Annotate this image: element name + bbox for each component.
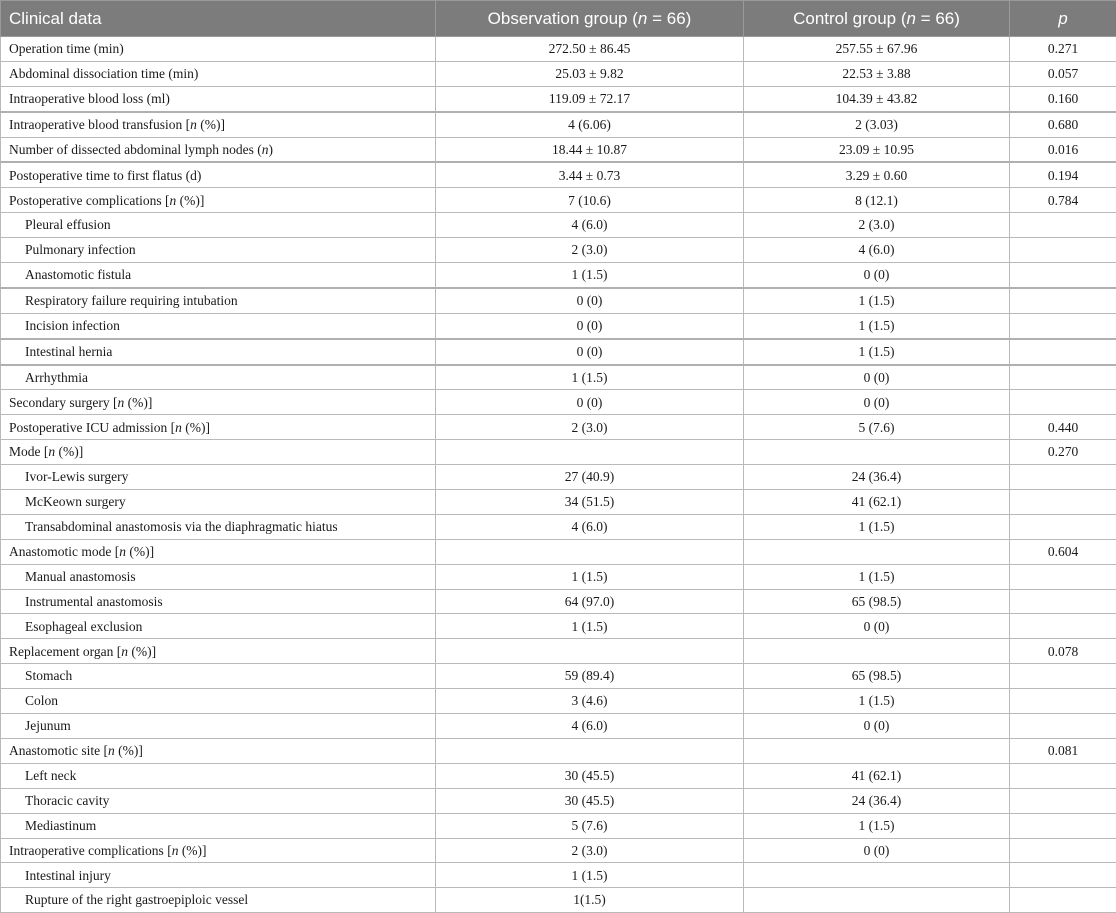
table-row [1, 288, 1116, 313]
table-row [1, 714, 1116, 739]
row-label: Intestinal hernia [1, 339, 436, 365]
control-value: 2 (3.0) [744, 213, 1010, 238]
observation-value: 5 (7.6) [436, 813, 744, 838]
control-value [744, 738, 1010, 763]
observation-value: 2 (3.0) [436, 238, 744, 263]
table-row [1, 137, 1116, 162]
p-value: 0.194 [1010, 162, 1116, 187]
p-value [1010, 614, 1116, 639]
p-value [1010, 564, 1116, 589]
row-label: Operation time (min) [1, 37, 436, 62]
observation-value: 1(1.5) [436, 888, 744, 913]
p-value: 0.440 [1010, 415, 1116, 440]
table-row [1, 514, 1116, 539]
p-value [1010, 213, 1116, 238]
table-row [1, 813, 1116, 838]
observation-value: 0 (0) [436, 313, 744, 338]
p-value [1010, 763, 1116, 788]
control-value: 1 (1.5) [744, 564, 1010, 589]
observation-value: 3 (4.6) [436, 689, 744, 714]
header-observation-group [436, 1, 744, 37]
row-label: Number of dissected abdominal lymph nodes (n) [1, 137, 436, 162]
row-label: Intraoperative blood transfusion [n (%)] [1, 112, 436, 137]
control-value: 0 (0) [744, 838, 1010, 863]
p-value: 0.057 [1010, 61, 1116, 86]
row-label: Esophageal exclusion [1, 614, 436, 639]
observation-value: 30 (45.5) [436, 763, 744, 788]
row-label: Transabdominal anastomosis via the diaphragmatic hiatus [1, 514, 436, 539]
observation-value: 1 (1.5) [436, 365, 744, 390]
observation-value: 1 (1.5) [436, 614, 744, 639]
control-value: 1 (1.5) [744, 313, 1010, 338]
table-row [1, 539, 1116, 564]
control-value: 24 (36.4) [744, 788, 1010, 813]
p-value [1010, 490, 1116, 515]
control-value: 0 (0) [744, 263, 1010, 288]
control-value: 24 (36.4) [744, 465, 1010, 490]
p-value: 0.271 [1010, 37, 1116, 62]
p-value: 0.078 [1010, 639, 1116, 664]
table-row [1, 61, 1116, 86]
control-value: 1 (1.5) [744, 813, 1010, 838]
table-row [1, 738, 1116, 763]
row-label: Left neck [1, 763, 436, 788]
observation-value: 27 (40.9) [436, 465, 744, 490]
control-value: 65 (98.5) [744, 589, 1010, 614]
p-value: 0.081 [1010, 738, 1116, 763]
control-value: 41 (62.1) [744, 490, 1010, 515]
row-label: Jejunum [1, 714, 436, 739]
p-value [1010, 365, 1116, 390]
header-observation-suffix: = 66) [647, 9, 691, 28]
p-value [1010, 288, 1116, 313]
p-value [1010, 714, 1116, 739]
observation-value: 3.44 ± 0.73 [436, 162, 744, 187]
table-row [1, 440, 1116, 465]
row-label: Arrhythmia [1, 365, 436, 390]
p-value: 0.160 [1010, 86, 1116, 111]
control-value: 65 (98.5) [744, 664, 1010, 689]
observation-value: 2 (3.0) [436, 838, 744, 863]
header-observation-n: n [638, 9, 647, 28]
table-row [1, 664, 1116, 689]
control-value [744, 888, 1010, 913]
control-value [744, 440, 1010, 465]
row-label: Intestinal injury [1, 863, 436, 888]
table-row [1, 888, 1116, 913]
row-label: Intraoperative blood loss (ml) [1, 86, 436, 111]
control-value: 1 (1.5) [744, 288, 1010, 313]
table-row [1, 188, 1116, 213]
table-row [1, 313, 1116, 338]
table-row [1, 37, 1116, 62]
p-value [1010, 390, 1116, 415]
p-value [1010, 689, 1116, 714]
table-row [1, 263, 1116, 288]
table-row [1, 614, 1116, 639]
table-row [1, 213, 1116, 238]
table-row [1, 564, 1116, 589]
row-label: McKeown surgery [1, 490, 436, 515]
p-value [1010, 514, 1116, 539]
p-value: 0.784 [1010, 188, 1116, 213]
p-value [1010, 863, 1116, 888]
row-label: Mediastinum [1, 813, 436, 838]
row-label: Mode [n (%)] [1, 440, 436, 465]
observation-value: 4 (6.0) [436, 213, 744, 238]
p-value [1010, 263, 1116, 288]
row-label: Postoperative complications [n (%)] [1, 188, 436, 213]
header-control-prefix: Control group ( [793, 9, 906, 28]
row-label: Postoperative ICU admission [n (%)] [1, 415, 436, 440]
observation-value [436, 639, 744, 664]
row-label: Anastomotic fistula [1, 263, 436, 288]
control-value: 23.09 ± 10.95 [744, 137, 1010, 162]
p-value: 0.016 [1010, 137, 1116, 162]
observation-value [436, 539, 744, 564]
observation-value: 7 (10.6) [436, 188, 744, 213]
table-body [1, 37, 1116, 913]
table-row [1, 465, 1116, 490]
control-value: 0 (0) [744, 614, 1010, 639]
observation-value: 4 (6.0) [436, 514, 744, 539]
row-label: Incision infection [1, 313, 436, 338]
control-value: 5 (7.6) [744, 415, 1010, 440]
row-label: Rupture of the right gastroepiploic vessel [1, 888, 436, 913]
control-value: 1 (1.5) [744, 339, 1010, 365]
control-value: 1 (1.5) [744, 689, 1010, 714]
row-label: Postoperative time to first flatus (d) [1, 162, 436, 187]
header-clinical-data: Clinical data [1, 1, 436, 37]
observation-value: 1 (1.5) [436, 863, 744, 888]
observation-value: 30 (45.5) [436, 788, 744, 813]
control-value: 2 (3.03) [744, 112, 1010, 137]
p-value [1010, 465, 1116, 490]
row-label: Replacement organ [n (%)] [1, 639, 436, 664]
header-p-value [1010, 1, 1116, 37]
header-observation-prefix: Observation group ( [488, 9, 638, 28]
observation-value: 2 (3.0) [436, 415, 744, 440]
control-value: 41 (62.1) [744, 763, 1010, 788]
table-row [1, 390, 1116, 415]
observation-value: 34 (51.5) [436, 490, 744, 515]
observation-value: 119.09 ± 72.17 [436, 86, 744, 111]
row-label: Manual anastomosis [1, 564, 436, 589]
table-row [1, 86, 1116, 111]
table-row [1, 162, 1116, 187]
table-header [1, 1, 1116, 37]
table-row [1, 838, 1116, 863]
control-value: 3.29 ± 0.60 [744, 162, 1010, 187]
row-label: Thoracic cavity [1, 788, 436, 813]
table-row [1, 763, 1116, 788]
observation-value: 1 (1.5) [436, 564, 744, 589]
row-label: Colon [1, 689, 436, 714]
table-row [1, 639, 1116, 664]
row-label: Secondary surgery [n (%)] [1, 390, 436, 415]
control-value: 4 (6.0) [744, 238, 1010, 263]
table-row [1, 238, 1116, 263]
observation-value: 59 (89.4) [436, 664, 744, 689]
control-value: 1 (1.5) [744, 514, 1010, 539]
row-label: Pleural effusion [1, 213, 436, 238]
observation-value [436, 738, 744, 763]
row-label: Ivor-Lewis surgery [1, 465, 436, 490]
control-value: 0 (0) [744, 390, 1010, 415]
row-label: Pulmonary infection [1, 238, 436, 263]
observation-value: 64 (97.0) [436, 589, 744, 614]
table-row [1, 339, 1116, 365]
table-row [1, 365, 1116, 390]
observation-value: 1 (1.5) [436, 263, 744, 288]
row-label: Anastomotic mode [n (%)] [1, 539, 436, 564]
control-value: 8 (12.1) [744, 188, 1010, 213]
observation-value: 18.44 ± 10.87 [436, 137, 744, 162]
row-label: Intraoperative complications [n (%)] [1, 838, 436, 863]
p-value [1010, 589, 1116, 614]
table-row [1, 589, 1116, 614]
p-value: 0.680 [1010, 112, 1116, 137]
p-value [1010, 238, 1116, 263]
p-value [1010, 339, 1116, 365]
row-label: Anastomotic site [n (%)] [1, 738, 436, 763]
p-value: 0.270 [1010, 440, 1116, 465]
header-p-label: p [1058, 9, 1067, 28]
control-value: 22.53 ± 3.88 [744, 61, 1010, 86]
observation-value: 4 (6.06) [436, 112, 744, 137]
table-row [1, 112, 1116, 137]
observation-value: 0 (0) [436, 390, 744, 415]
control-value [744, 863, 1010, 888]
table-row [1, 490, 1116, 515]
control-value: 0 (0) [744, 365, 1010, 390]
observation-value: 0 (0) [436, 339, 744, 365]
header-control-n: n [906, 9, 915, 28]
row-label: Instrumental anastomosis [1, 589, 436, 614]
observation-value: 25.03 ± 9.82 [436, 61, 744, 86]
control-value [744, 639, 1010, 664]
p-value [1010, 813, 1116, 838]
p-value [1010, 664, 1116, 689]
table-row [1, 415, 1116, 440]
p-value [1010, 838, 1116, 863]
control-value: 257.55 ± 67.96 [744, 37, 1010, 62]
control-value [744, 539, 1010, 564]
p-value [1010, 788, 1116, 813]
row-label: Stomach [1, 664, 436, 689]
header-control-group [744, 1, 1010, 37]
header-control-suffix: = 66) [916, 9, 960, 28]
table-row [1, 689, 1116, 714]
control-value: 0 (0) [744, 714, 1010, 739]
row-label: Respiratory failure requiring intubation [1, 288, 436, 313]
observation-value: 0 (0) [436, 288, 744, 313]
table-row [1, 863, 1116, 888]
observation-value: 4 (6.0) [436, 714, 744, 739]
observation-value: 272.50 ± 86.45 [436, 37, 744, 62]
observation-value [436, 440, 744, 465]
control-value: 104.39 ± 43.82 [744, 86, 1010, 111]
header-row [1, 1, 1116, 37]
p-value: 0.604 [1010, 539, 1116, 564]
p-value [1010, 313, 1116, 338]
p-value [1010, 888, 1116, 913]
table-row [1, 788, 1116, 813]
row-label: Abdominal dissociation time (min) [1, 61, 436, 86]
